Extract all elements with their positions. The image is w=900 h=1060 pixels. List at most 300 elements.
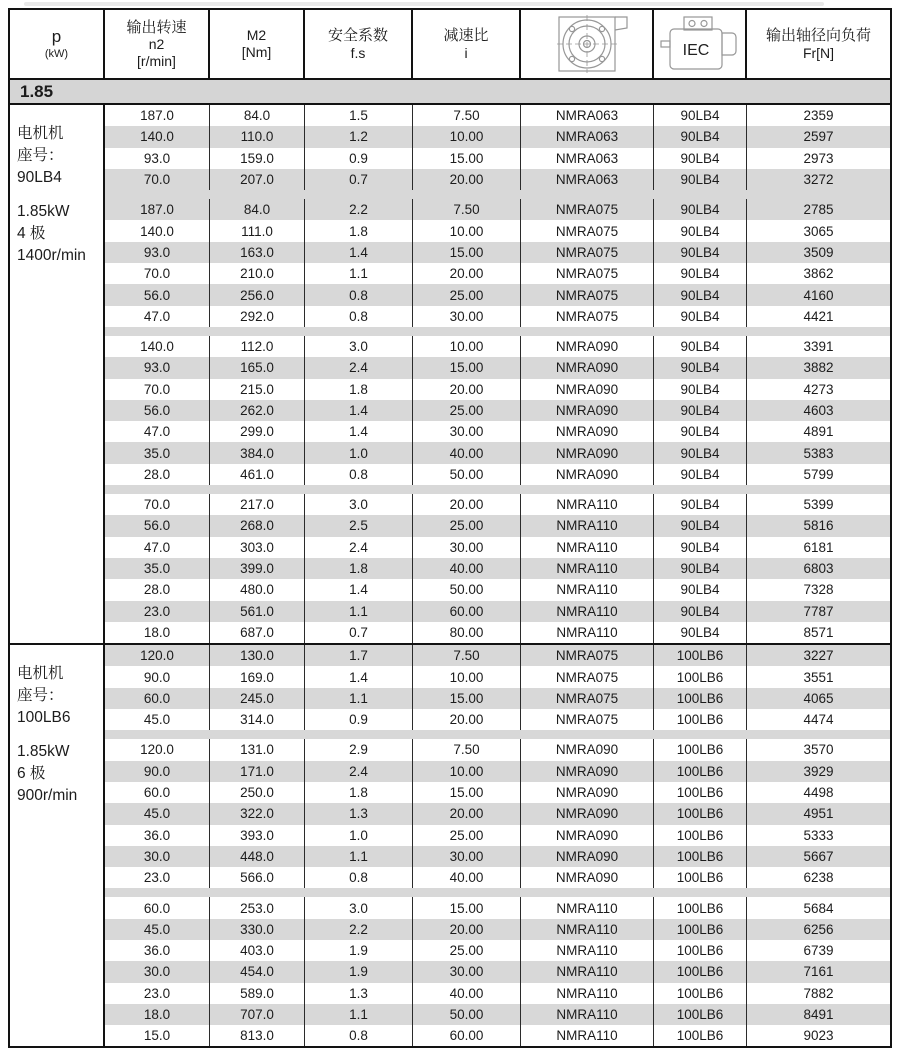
cell-n2: 18.0 <box>105 1004 210 1025</box>
cell-n2: 60.0 <box>105 782 210 803</box>
table-row <box>105 306 890 327</box>
label-line: 座号： <box>17 687 64 705</box>
table-row <box>105 199 890 220</box>
cell-iec-frame: 100LB6 <box>654 1004 747 1025</box>
header-power-unit: (kW) <box>44 47 69 60</box>
cell-n2: 45.0 <box>105 919 210 940</box>
cell-m2: 461.0 <box>210 464 305 485</box>
table-row <box>105 622 890 643</box>
table-row <box>105 825 890 846</box>
cell-m2: 262.0 <box>210 400 305 421</box>
cell-ratio: 15.00 <box>413 782 521 803</box>
cell-iec-frame: 100LB6 <box>654 1025 747 1046</box>
cell-m2: 245.0 <box>210 688 305 709</box>
cell-fr: 2359 <box>803 108 834 124</box>
cell-fr: 6238 <box>803 870 834 886</box>
cell-model: NMRA075 <box>521 709 654 730</box>
cell-ratio: 40.00 <box>413 983 521 1004</box>
cell-m2: 111.0 <box>210 220 305 241</box>
cell-model: NMRA110 <box>521 515 654 536</box>
table-row <box>105 442 890 463</box>
cell-fr: 5667 <box>803 848 834 864</box>
cell-n2: 15.0 <box>105 1025 210 1046</box>
cell-m2: 566.0 <box>210 867 305 888</box>
table-row <box>105 1004 890 1025</box>
cell-m2: 215.0 <box>210 379 305 400</box>
cell-model: NMRA110 <box>521 897 654 918</box>
cell-model: NMRA110 <box>521 601 654 622</box>
cell-ratio: 15.00 <box>413 688 521 709</box>
cell-iec-frame: 90LB4 <box>654 169 747 190</box>
cell-fr: 4951 <box>803 806 834 822</box>
cell-ratio: 50.00 <box>413 464 521 485</box>
cell-ratio: 10.00 <box>413 761 521 782</box>
cell-fs: 1.4 <box>305 666 413 687</box>
cell-m2: 403.0 <box>210 940 305 961</box>
cell-fr: 6739 <box>803 943 834 959</box>
cell-fs: 1.8 <box>305 379 413 400</box>
cell-model: NMRA063 <box>521 105 654 126</box>
cell-ratio: 7.50 <box>413 645 521 666</box>
cell-iec-frame: 90LB4 <box>654 421 747 442</box>
table-row <box>105 983 890 1004</box>
table-row <box>105 464 890 485</box>
cell-n2: 35.0 <box>105 558 210 579</box>
cell-iec-frame: 90LB4 <box>654 199 747 220</box>
cell-fs: 0.9 <box>305 148 413 169</box>
cell-fs: 0.7 <box>305 169 413 190</box>
cell-iec-frame: 100LB6 <box>654 688 747 709</box>
cell-ratio: 20.00 <box>413 803 521 824</box>
table-row <box>105 803 890 824</box>
cell-ratio: 30.00 <box>413 306 521 327</box>
cell-ratio: 20.00 <box>413 919 521 940</box>
cell-ratio: 20.00 <box>413 494 521 515</box>
cell-model: NMRA090 <box>521 421 654 442</box>
label-line: 4 极 <box>17 225 46 242</box>
table-sections <box>10 105 890 1046</box>
cell-model: NMRA110 <box>521 622 654 643</box>
cell-fr: 2785 <box>803 202 834 218</box>
cell-model: NMRA110 <box>521 558 654 579</box>
cell-n2: 93.0 <box>105 357 210 378</box>
cell-model: NMRA075 <box>521 645 654 666</box>
table-row <box>105 897 890 918</box>
cell-iec-frame: 90LB4 <box>654 579 747 600</box>
cell-model: NMRA090 <box>521 867 654 888</box>
label-line: 电机机 <box>17 665 64 683</box>
table-row <box>105 666 890 687</box>
cell-iec-frame: 100LB6 <box>654 739 747 760</box>
cell-ratio: 30.00 <box>413 961 521 982</box>
cell-n2: 140.0 <box>105 336 210 357</box>
cell-m2: 292.0 <box>210 306 305 327</box>
cell-ratio: 30.00 <box>413 537 521 558</box>
cell-fr: 4498 <box>803 785 834 801</box>
table-row <box>105 169 890 190</box>
cell-fs: 0.8 <box>305 867 413 888</box>
cell-iec-frame: 90LB4 <box>654 126 747 147</box>
header-power <box>10 10 105 78</box>
table-row <box>105 379 890 400</box>
table-row <box>105 537 890 558</box>
cell-iec-frame: 90LB4 <box>654 306 747 327</box>
table-row <box>105 782 890 803</box>
cell-ratio: 10.00 <box>413 126 521 147</box>
cell-ratio: 20.00 <box>413 169 521 190</box>
cell-m2: 130.0 <box>210 645 305 666</box>
cell-model: NMRA090 <box>521 379 654 400</box>
cell-fs: 0.7 <box>305 622 413 643</box>
cell-iec-frame: 100LB6 <box>654 803 747 824</box>
cell-iec-frame: 90LB4 <box>654 442 747 463</box>
cell-m2: 159.0 <box>210 148 305 169</box>
block-separator <box>105 888 890 897</box>
cell-m2: 210.0 <box>210 263 305 284</box>
section-rows <box>105 645 890 1046</box>
cell-fs: 0.8 <box>305 464 413 485</box>
cell-n2: 90.0 <box>105 666 210 687</box>
cell-m2: 303.0 <box>210 537 305 558</box>
iec-label: IEC <box>682 42 709 59</box>
cell-ratio: 25.00 <box>413 400 521 421</box>
cell-model: NMRA090 <box>521 782 654 803</box>
cell-ratio: 20.00 <box>413 379 521 400</box>
cell-fs: 1.3 <box>305 983 413 1004</box>
table-row <box>105 263 890 284</box>
cell-n2: 47.0 <box>105 306 210 327</box>
cell-model: NMRA110 <box>521 961 654 982</box>
cell-n2: 120.0 <box>105 645 210 666</box>
cell-n2: 23.0 <box>105 867 210 888</box>
cell-model: NMRA090 <box>521 357 654 378</box>
cell-fs: 1.1 <box>305 688 413 709</box>
table-row <box>105 867 890 888</box>
cell-ratio: 30.00 <box>413 421 521 442</box>
cell-model: NMRA063 <box>521 126 654 147</box>
cell-n2: 36.0 <box>105 825 210 846</box>
cell-iec-frame: 100LB6 <box>654 940 747 961</box>
cell-fr: 9023 <box>803 1028 834 1044</box>
block-separator <box>105 730 890 739</box>
cell-fs: 1.5 <box>305 105 413 126</box>
cell-fs: 1.4 <box>305 579 413 600</box>
cell-m2: 399.0 <box>210 558 305 579</box>
cell-fr: 3929 <box>803 763 834 779</box>
cell-fs: 3.0 <box>305 494 413 515</box>
cell-m2: 217.0 <box>210 494 305 515</box>
cell-model: NMRA110 <box>521 1025 654 1046</box>
cell-fs: 1.1 <box>305 1004 413 1025</box>
cell-model: NMRA075 <box>521 666 654 687</box>
cell-n2: 187.0 <box>105 199 210 220</box>
cell-m2: 314.0 <box>210 709 305 730</box>
cell-fs: 2.2 <box>305 199 413 220</box>
cell-model: NMRA075 <box>521 220 654 241</box>
cell-m2: 322.0 <box>210 803 305 824</box>
label-line: 1.85kW <box>17 203 70 220</box>
cell-m2: 171.0 <box>210 761 305 782</box>
cell-fs: 1.2 <box>305 126 413 147</box>
cell-ratio: 25.00 <box>413 515 521 536</box>
table-row <box>105 601 890 622</box>
power-band <box>10 80 890 105</box>
cell-m2: 165.0 <box>210 357 305 378</box>
cell-fr: 3065 <box>803 223 834 239</box>
cell-m2: 454.0 <box>210 961 305 982</box>
cell-model: NMRA090 <box>521 400 654 421</box>
cell-m2: 256.0 <box>210 284 305 305</box>
cell-fr: 6803 <box>803 561 834 577</box>
cell-iec-frame: 90LB4 <box>654 379 747 400</box>
header-iec-motor <box>654 10 747 78</box>
cell-iec-frame: 90LB4 <box>654 464 747 485</box>
cell-fr: 5799 <box>803 466 834 482</box>
header-gearbox-model <box>521 10 654 78</box>
cell-m2: 330.0 <box>210 919 305 940</box>
cell-fs: 2.4 <box>305 357 413 378</box>
cell-ratio: 40.00 <box>413 867 521 888</box>
cell-fr: 5684 <box>803 900 834 916</box>
cell-fr: 7161 <box>803 964 834 980</box>
label-spacer <box>17 189 103 201</box>
cell-fr: 3509 <box>803 244 834 260</box>
cell-n2: 56.0 <box>105 284 210 305</box>
label-line: 900r/min <box>17 787 78 805</box>
cell-n2: 90.0 <box>105 761 210 782</box>
cell-n2: 18.0 <box>105 622 210 643</box>
cell-fr: 6181 <box>803 539 834 555</box>
label-line: 100LB6 <box>17 709 71 727</box>
cell-model: NMRA063 <box>521 148 654 169</box>
cell-iec-frame: 100LB6 <box>654 761 747 782</box>
cell-m2: 207.0 <box>210 169 305 190</box>
table-row <box>105 739 890 760</box>
cell-ratio: 15.00 <box>413 357 521 378</box>
cell-fr: 3391 <box>803 339 834 355</box>
cell-n2: 56.0 <box>105 515 210 536</box>
table-row <box>105 919 890 940</box>
cell-fr: 4065 <box>803 690 834 706</box>
cell-model: NMRA090 <box>521 846 654 867</box>
cell-m2: 110.0 <box>210 126 305 147</box>
cell-fs: 1.7 <box>305 645 413 666</box>
motor-frame-label <box>10 105 105 643</box>
cell-fs: 1.8 <box>305 782 413 803</box>
cell-iec-frame: 90LB4 <box>654 263 747 284</box>
cell-n2: 45.0 <box>105 709 210 730</box>
cell-n2: 23.0 <box>105 601 210 622</box>
cell-model: NMRA063 <box>521 169 654 190</box>
cell-fr: 5333 <box>803 827 834 843</box>
cell-iec-frame: 90LB4 <box>654 242 747 263</box>
cell-fs: 1.4 <box>305 400 413 421</box>
cell-ratio: 10.00 <box>413 666 521 687</box>
label-line: 电机机 <box>17 125 64 142</box>
cell-ratio: 15.00 <box>413 897 521 918</box>
cell-iec-frame: 100LB6 <box>654 666 747 687</box>
cell-m2: 393.0 <box>210 825 305 846</box>
cell-model: NMRA110 <box>521 1004 654 1025</box>
cell-fr: 2973 <box>803 150 834 166</box>
cell-n2: 120.0 <box>105 739 210 760</box>
cell-n2: 47.0 <box>105 537 210 558</box>
cell-model: NMRA075 <box>521 284 654 305</box>
table-row <box>105 494 890 515</box>
cell-fr: 5399 <box>803 497 834 513</box>
cell-ratio: 7.50 <box>413 739 521 760</box>
cell-m2: 299.0 <box>210 421 305 442</box>
table-row <box>105 105 890 126</box>
header-power-symbol: p <box>51 27 62 47</box>
cell-model: NMRA090 <box>521 803 654 824</box>
cell-model: NMRA090 <box>521 442 654 463</box>
motor-frame-label <box>10 645 105 1046</box>
label-line: 90LB4 <box>17 169 62 186</box>
cell-iec-frame: 100LB6 <box>654 825 747 846</box>
cell-iec-frame: 90LB4 <box>654 558 747 579</box>
cell-m2: 169.0 <box>210 666 305 687</box>
cell-m2: 112.0 <box>210 336 305 357</box>
table-row <box>105 558 890 579</box>
cell-m2: 707.0 <box>210 1004 305 1025</box>
cell-fs: 1.4 <box>305 242 413 263</box>
cell-fr: 5383 <box>803 445 834 461</box>
cell-n2: 28.0 <box>105 464 210 485</box>
cell-iec-frame: 100LB6 <box>654 645 747 666</box>
cell-iec-frame: 90LB4 <box>654 357 747 378</box>
table-row <box>105 421 890 442</box>
cell-iec-frame: 90LB4 <box>654 515 747 536</box>
cell-ratio: 30.00 <box>413 846 521 867</box>
cell-fr: 4603 <box>803 403 834 418</box>
cell-fr: 4273 <box>803 381 834 397</box>
cell-m2: 163.0 <box>210 242 305 263</box>
cell-iec-frame: 90LB4 <box>654 336 747 357</box>
cell-m2: 84.0 <box>210 105 305 126</box>
cell-ratio: 25.00 <box>413 825 521 846</box>
cell-m2: 813.0 <box>210 1025 305 1046</box>
cell-n2: 140.0 <box>105 220 210 241</box>
table-row <box>105 148 890 169</box>
cell-fr: 8571 <box>803 624 834 640</box>
cell-model: NMRA090 <box>521 464 654 485</box>
cell-model: NMRA075 <box>521 306 654 327</box>
cell-ratio: 20.00 <box>413 263 521 284</box>
cell-m2: 589.0 <box>210 983 305 1004</box>
table-row <box>105 284 890 305</box>
motor-icon <box>659 15 741 73</box>
cell-fr: 3570 <box>803 742 834 758</box>
cell-iec-frame: 90LB4 <box>654 105 747 126</box>
table-row <box>105 242 890 263</box>
cell-n2: 45.0 <box>105 803 210 824</box>
header-service-factor: 安全系数 f.s <box>305 10 413 78</box>
cell-n2: 30.0 <box>105 961 210 982</box>
cell-model: NMRA110 <box>521 919 654 940</box>
cell-n2: 36.0 <box>105 940 210 961</box>
header-radial-load: 输出轴径向负荷 Fr[N] <box>765 26 871 61</box>
cell-fr: 3551 <box>803 669 834 685</box>
cell-ratio: 50.00 <box>413 579 521 600</box>
cell-fr: 7882 <box>803 985 834 1001</box>
cell-fs: 1.1 <box>305 263 413 284</box>
cell-fs: 2.4 <box>305 761 413 782</box>
cell-fr: 8491 <box>803 1007 834 1023</box>
cell-model: NMRA075 <box>521 199 654 220</box>
cell-fs: 3.0 <box>305 897 413 918</box>
table-row <box>105 961 890 982</box>
cell-ratio: 25.00 <box>413 940 521 961</box>
cell-model: NMRA110 <box>521 940 654 961</box>
cell-model: NMRA090 <box>521 825 654 846</box>
cell-ratio: 60.00 <box>413 1025 521 1046</box>
cell-m2: 250.0 <box>210 782 305 803</box>
cell-m2: 131.0 <box>210 739 305 760</box>
cell-m2: 384.0 <box>210 442 305 463</box>
cell-fs: 2.5 <box>305 515 413 536</box>
cell-iec-frame: 100LB6 <box>654 846 747 867</box>
cell-fs: 0.9 <box>305 709 413 730</box>
block-separator <box>105 485 890 494</box>
label-line: 座号： <box>17 147 64 164</box>
cell-iec-frame: 90LB4 <box>654 284 747 305</box>
cell-n2: 60.0 <box>105 688 210 709</box>
cell-ratio: 15.00 <box>413 148 521 169</box>
cell-m2: 448.0 <box>210 846 305 867</box>
cell-iec-frame: 100LB6 <box>654 867 747 888</box>
cell-model: NMRA090 <box>521 336 654 357</box>
cell-fr: 2597 <box>803 129 834 145</box>
cell-fs: 1.4 <box>305 421 413 442</box>
cell-n2: 30.0 <box>105 846 210 867</box>
cell-n2: 140.0 <box>105 126 210 147</box>
cell-ratio: 7.50 <box>413 199 521 220</box>
cell-fs: 2.9 <box>305 739 413 760</box>
cell-n2: 60.0 <box>105 897 210 918</box>
cell-fs: 1.1 <box>305 601 413 622</box>
cell-ratio: 15.00 <box>413 242 521 263</box>
cell-m2: 480.0 <box>210 579 305 600</box>
cell-model: NMRA110 <box>521 494 654 515</box>
cell-iec-frame: 90LB4 <box>654 622 747 643</box>
cell-iec-frame: 100LB6 <box>654 961 747 982</box>
table-row <box>105 688 890 709</box>
cell-fr: 3227 <box>803 648 834 664</box>
cell-m2: 561.0 <box>210 601 305 622</box>
cell-m2: 268.0 <box>210 515 305 536</box>
cell-m2: 84.0 <box>210 199 305 220</box>
block-separator <box>105 190 890 199</box>
table-row <box>105 940 890 961</box>
cell-ratio: 80.00 <box>413 622 521 643</box>
header-torque: M2 [Nm] <box>210 10 305 78</box>
cell-fs: 3.0 <box>305 336 413 357</box>
cell-fs: 2.4 <box>305 537 413 558</box>
cell-n2: 23.0 <box>105 983 210 1004</box>
cell-iec-frame: 90LB4 <box>654 601 747 622</box>
label-line: 1400r/min <box>17 247 86 264</box>
cell-model: NMRA110 <box>521 579 654 600</box>
cell-fr: 7787 <box>803 603 834 619</box>
cell-model: NMRA075 <box>521 242 654 263</box>
table-row <box>105 645 890 666</box>
cell-n2: 93.0 <box>105 242 210 263</box>
cell-fr: 7328 <box>803 582 834 598</box>
cell-fs: 1.1 <box>305 846 413 867</box>
cell-n2: 56.0 <box>105 400 210 421</box>
cell-fr: 4421 <box>803 308 834 324</box>
